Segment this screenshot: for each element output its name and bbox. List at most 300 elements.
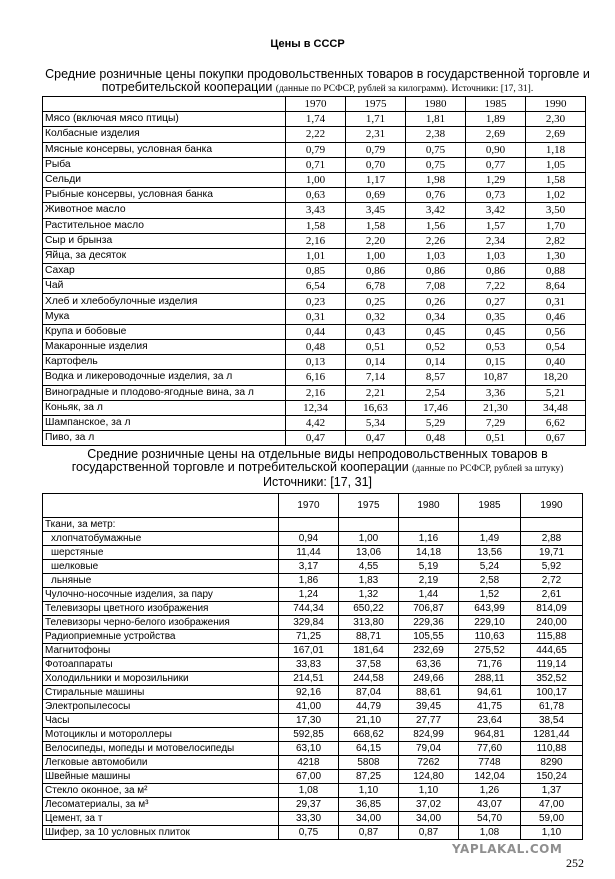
table-row <box>43 714 583 728</box>
price-cell: 2,21 <box>346 385 406 400</box>
price-cell: 0,67 <box>526 431 586 446</box>
table-row <box>43 233 586 248</box>
price-cell: 1,44 <box>399 588 459 602</box>
price-cell: 1,00 <box>339 532 399 546</box>
row-label: Мясные консервы, условная банка <box>43 142 286 157</box>
price-cell: 5,21 <box>526 385 586 400</box>
table1-note: (данные по РСФСР, рублей за килограмм). <box>275 84 449 94</box>
price-cell: 0,46 <box>526 309 586 324</box>
table-row <box>43 602 583 616</box>
price-cell: 288,11 <box>459 672 521 686</box>
price-cell: 63,10 <box>279 742 339 756</box>
table-row <box>43 127 586 142</box>
price-cell: 39,45 <box>399 700 459 714</box>
price-cell: 17,30 <box>279 714 339 728</box>
year-header: 1990 <box>521 494 583 518</box>
price-cell: 7262 <box>399 756 459 770</box>
watermark-logo: YAPLAKAL.COM <box>452 842 563 856</box>
price-cell: 0,51 <box>346 340 406 355</box>
price-cell: 0,13 <box>286 355 346 370</box>
table-row <box>43 385 586 400</box>
row-label: Фотоаппараты <box>43 658 279 672</box>
price-cell: 1,10 <box>399 784 459 798</box>
price-cell: 36,85 <box>339 798 399 812</box>
row-label: Чулочно-носочные изделия, за пару <box>43 588 279 602</box>
price-cell: 0,31 <box>286 309 346 324</box>
price-cell: 0,73 <box>466 188 526 203</box>
row-label: Коньяк, за л <box>43 400 286 415</box>
price-cell: 0,75 <box>406 142 466 157</box>
price-cell: 11,44 <box>279 546 339 560</box>
price-cell: 1,81 <box>406 112 466 127</box>
price-cell: 47,00 <box>521 798 583 812</box>
price-cell: 124,80 <box>399 770 459 784</box>
price-cell: 2,30 <box>526 112 586 127</box>
price-cell: 706,87 <box>399 602 459 616</box>
price-cell: 1,29 <box>466 172 526 187</box>
table-row <box>43 546 583 560</box>
table-row <box>43 157 586 172</box>
price-cell: 2,26 <box>406 233 466 248</box>
row-label: шелковые <box>43 560 279 574</box>
row-label: Легковые автомобили <box>43 756 279 770</box>
table-row <box>43 400 586 415</box>
price-cell: 1,56 <box>406 218 466 233</box>
price-cell: 0,86 <box>346 264 406 279</box>
price-cell: 0,31 <box>526 294 586 309</box>
price-cell: 2,22 <box>286 127 346 142</box>
row-label: Колбасные изделия <box>43 127 286 142</box>
price-cell: 54,70 <box>459 812 521 826</box>
price-cell: 814,09 <box>521 602 583 616</box>
table-row <box>43 218 586 233</box>
table-row <box>43 756 583 770</box>
row-label: Животное масло <box>43 203 286 218</box>
price-cell: 3,43 <box>286 203 346 218</box>
price-cell: 0,43 <box>346 324 406 339</box>
price-cell: 0,79 <box>346 142 406 157</box>
price-cell: 7,14 <box>346 370 406 385</box>
price-cell: 33,83 <box>279 658 339 672</box>
table-row <box>43 324 586 339</box>
price-cell: 67,00 <box>279 770 339 784</box>
price-cell: 0,45 <box>466 324 526 339</box>
price-cell: 229,36 <box>399 616 459 630</box>
price-cell: 2,34 <box>466 233 526 248</box>
row-label: Сельди <box>43 172 286 187</box>
price-cell: 1,00 <box>346 248 406 263</box>
price-cell: 2,69 <box>526 127 586 142</box>
table-row <box>43 784 583 798</box>
price-cell: 824,99 <box>399 728 459 742</box>
table-row <box>43 770 583 784</box>
price-cell: 29,37 <box>279 798 339 812</box>
price-cell: 1,32 <box>339 588 399 602</box>
price-cell: 1,01 <box>286 248 346 263</box>
price-cell: 329,84 <box>279 616 339 630</box>
price-cell: 21,30 <box>466 400 526 415</box>
price-cell: 17,46 <box>406 400 466 415</box>
price-cell: 275,52 <box>459 644 521 658</box>
price-cell: 0,63 <box>286 188 346 203</box>
price-cell: 77,60 <box>459 742 521 756</box>
price-cell: 5,29 <box>406 415 466 430</box>
table-row <box>43 203 586 218</box>
table-row <box>43 574 583 588</box>
table1-caption-block <box>40 68 595 96</box>
price-cell: 0,45 <box>406 324 466 339</box>
price-cell: 110,88 <box>521 742 583 756</box>
price-cell: 0,34 <box>406 309 466 324</box>
price-cell: 1,00 <box>286 172 346 187</box>
price-cell: 668,62 <box>339 728 399 742</box>
row-label: Цемент, за т <box>43 812 279 826</box>
price-cell: 2,54 <box>406 385 466 400</box>
price-cell: 167,01 <box>279 644 339 658</box>
price-cell: 59,00 <box>521 812 583 826</box>
price-cell: 63,36 <box>399 658 459 672</box>
price-cell: 87,04 <box>339 686 399 700</box>
price-cell: 41,75 <box>459 700 521 714</box>
table-row <box>43 279 586 294</box>
price-cell: 0,71 <box>286 157 346 172</box>
price-cell: 1,89 <box>466 112 526 127</box>
row-label: Виноградные и плодово-ягодные вина, за л <box>43 385 286 400</box>
price-cell: 64,15 <box>339 742 399 756</box>
price-cell: 7,22 <box>466 279 526 294</box>
price-cell: 1,03 <box>466 248 526 263</box>
price-cell: 1,02 <box>526 188 586 203</box>
price-cell: 13,56 <box>459 546 521 560</box>
price-cell: 3,42 <box>406 203 466 218</box>
price-cell: 650,22 <box>339 602 399 616</box>
year-header: 1975 <box>339 494 399 518</box>
price-cell: 1,52 <box>459 588 521 602</box>
year-header: 1970 <box>279 494 339 518</box>
price-cell: 181,64 <box>339 644 399 658</box>
page-number: 252 <box>566 856 584 870</box>
year-header: 1980 <box>406 97 466 112</box>
price-cell: 1,58 <box>346 218 406 233</box>
price-cell: 0,88 <box>526 264 586 279</box>
price-cell: 0,90 <box>466 142 526 157</box>
row-label: Велосипеды, мопеды и мотовелосипеды <box>43 742 279 756</box>
price-cell: 0,53 <box>466 340 526 355</box>
price-cell: 4218 <box>279 756 339 770</box>
price-cell: 41,00 <box>279 700 339 714</box>
price-cell: 214,51 <box>279 672 339 686</box>
price-cell: 7,08 <box>406 279 466 294</box>
price-cell: 1,10 <box>339 784 399 798</box>
price-cell: 964,81 <box>459 728 521 742</box>
price-cell: 0,47 <box>286 431 346 446</box>
year-header: 1970 <box>286 97 346 112</box>
price-cell: 2,58 <box>459 574 521 588</box>
price-cell: 1,16 <box>399 532 459 546</box>
table-row <box>43 658 583 672</box>
table-row <box>43 294 586 309</box>
table-row <box>43 700 583 714</box>
price-cell: 1,26 <box>459 784 521 798</box>
price-cell: 0,87 <box>399 826 459 840</box>
table-row <box>43 355 586 370</box>
year-header: 1985 <box>459 494 521 518</box>
price-cell: 2,72 <box>521 574 583 588</box>
price-cell: 2,88 <box>521 532 583 546</box>
price-cell <box>339 518 399 532</box>
price-cell: 7,29 <box>466 415 526 430</box>
table1-header-blank <box>43 97 286 112</box>
price-cell: 2,20 <box>346 233 406 248</box>
price-cell: 92,16 <box>279 686 339 700</box>
price-cell: 0,75 <box>406 157 466 172</box>
price-cell: 6,62 <box>526 415 586 430</box>
price-cell: 0,56 <box>526 324 586 339</box>
price-cell: 4,42 <box>286 415 346 430</box>
row-label: Лесоматериалы, за м³ <box>43 798 279 812</box>
table-row <box>43 188 586 203</box>
price-cell: 12,34 <box>286 400 346 415</box>
row-label: Рыба <box>43 157 286 172</box>
price-cell: 119,14 <box>521 658 583 672</box>
row-label: хлопчатобумажные <box>43 532 279 546</box>
table-row <box>43 798 583 812</box>
row-label: Шампанское, за л <box>43 415 286 430</box>
price-cell: 1,57 <box>466 218 526 233</box>
table2-header-blank <box>43 494 279 518</box>
price-cell: 0,15 <box>466 355 526 370</box>
row-label: Магнитофоны <box>43 644 279 658</box>
price-cell: 2,38 <box>406 127 466 142</box>
table1-header-row <box>43 97 586 112</box>
price-cell: 6,16 <box>286 370 346 385</box>
price-cell: 0,35 <box>466 309 526 324</box>
price-cell: 0,70 <box>346 157 406 172</box>
row-label: Часы <box>43 714 279 728</box>
price-cell: 3,45 <box>346 203 406 218</box>
table-row <box>43 340 586 355</box>
price-cell: 1,71 <box>346 112 406 127</box>
row-label: Телевизоры черно-белого изображения <box>43 616 279 630</box>
price-cell: 2,61 <box>521 588 583 602</box>
row-label: Макаронные изделия <box>43 340 286 355</box>
table2-header-row <box>43 494 583 518</box>
table-row <box>43 248 586 263</box>
table1-caption: Средние розничные цены покупки продовольственных товаров в государственной торговле и потребительской кооперации <box>45 67 590 94</box>
price-cell: 18,20 <box>526 370 586 385</box>
row-label: Радиоприемные устройства <box>43 630 279 644</box>
price-cell: 592,85 <box>279 728 339 742</box>
price-cell: 5808 <box>339 756 399 770</box>
table-row <box>43 686 583 700</box>
price-cell: 2,16 <box>286 233 346 248</box>
table-row <box>43 728 583 742</box>
row-label: Стекло оконное, за м² <box>43 784 279 798</box>
price-cell: 14,18 <box>399 546 459 560</box>
price-cell: 21,10 <box>339 714 399 728</box>
price-cell: 34,00 <box>399 812 459 826</box>
price-cell: 88,71 <box>339 630 399 644</box>
year-header: 1990 <box>526 97 586 112</box>
price-cell: 1,58 <box>526 172 586 187</box>
price-cell: 1,08 <box>279 784 339 798</box>
price-cell: 5,24 <box>459 560 521 574</box>
price-cell: 1,74 <box>286 112 346 127</box>
price-cell: 0,52 <box>406 340 466 355</box>
price-cell: 1,37 <box>521 784 583 798</box>
price-cell: 61,78 <box>521 700 583 714</box>
price-cell: 1,49 <box>459 532 521 546</box>
price-cell: 1,10 <box>521 826 583 840</box>
price-cell: 0,27 <box>466 294 526 309</box>
price-cell: 94,61 <box>459 686 521 700</box>
row-label: Шифер, за 10 условных плиток <box>43 826 279 840</box>
price-cell: 0,48 <box>286 340 346 355</box>
table-row <box>43 826 583 840</box>
price-cell: 1,24 <box>279 588 339 602</box>
price-cell: 444,65 <box>521 644 583 658</box>
row-label: шерстяные <box>43 546 279 560</box>
price-cell: 38,54 <box>521 714 583 728</box>
price-cell: 2,82 <box>526 233 586 248</box>
price-cell: 1,05 <box>526 157 586 172</box>
price-cell: 0,87 <box>339 826 399 840</box>
price-cell: 1,86 <box>279 574 339 588</box>
price-cell: 8,64 <box>526 279 586 294</box>
food-prices-table <box>42 96 586 446</box>
price-cell: 43,07 <box>459 798 521 812</box>
price-cell: 0,48 <box>406 431 466 446</box>
table-row <box>43 644 583 658</box>
price-cell: 3,17 <box>279 560 339 574</box>
row-label: Крупа и бобовые <box>43 324 286 339</box>
row-label: Холодильники и морозильники <box>43 672 279 686</box>
price-cell: 229,10 <box>459 616 521 630</box>
price-cell: 3,36 <box>466 385 526 400</box>
row-label: Чай <box>43 279 286 294</box>
table-row <box>43 431 586 446</box>
table-row <box>43 172 586 187</box>
price-cell: 3,50 <box>526 203 586 218</box>
row-label: Электропылесосы <box>43 700 279 714</box>
row-label: Яйца, за десяток <box>43 248 286 263</box>
nonfood-prices-table <box>42 493 583 840</box>
row-label: Телевизоры цветного изображения <box>43 602 279 616</box>
price-cell: 0,77 <box>466 157 526 172</box>
price-cell: 1,83 <box>339 574 399 588</box>
price-cell: 34,48 <box>526 400 586 415</box>
price-cell: 5,92 <box>521 560 583 574</box>
table-row <box>43 309 586 324</box>
price-cell: 0,76 <box>406 188 466 203</box>
price-cell: 0,40 <box>526 355 586 370</box>
row-label: Хлеб и хлебобулочные изделия <box>43 294 286 309</box>
price-cell: 19,71 <box>521 546 583 560</box>
table-row <box>43 616 583 630</box>
row-label: Мука <box>43 309 286 324</box>
price-cell: 0,23 <box>286 294 346 309</box>
table-row <box>43 370 586 385</box>
row-label: Картофель <box>43 355 286 370</box>
year-header: 1980 <box>399 494 459 518</box>
price-cell: 1,58 <box>286 218 346 233</box>
price-cell: 10,87 <box>466 370 526 385</box>
table-row <box>43 142 586 157</box>
row-label: Пиво, за л <box>43 431 286 446</box>
table2-caption-block <box>40 448 595 489</box>
price-cell: 249,66 <box>399 672 459 686</box>
year-header: 1975 <box>346 97 406 112</box>
price-cell: 1,30 <box>526 248 586 263</box>
page-title: Цены в СССР <box>270 38 345 50</box>
price-cell: 6,54 <box>286 279 346 294</box>
price-cell: 105,55 <box>399 630 459 644</box>
table-row <box>43 742 583 756</box>
price-cell: 115,88 <box>521 630 583 644</box>
price-cell: 23,64 <box>459 714 521 728</box>
price-cell: 88,61 <box>399 686 459 700</box>
price-cell: 8290 <box>521 756 583 770</box>
price-cell: 1,18 <box>526 142 586 157</box>
price-cell: 71,25 <box>279 630 339 644</box>
price-cell: 0,14 <box>346 355 406 370</box>
price-cell: 1281,44 <box>521 728 583 742</box>
price-cell: 244,58 <box>339 672 399 686</box>
table-row <box>43 518 583 532</box>
price-cell: 6,78 <box>346 279 406 294</box>
row-label: Стиральные машины <box>43 686 279 700</box>
row-label: Ткани, за метр: <box>43 518 279 532</box>
price-cell: 5,34 <box>346 415 406 430</box>
price-cell: 2,16 <box>286 385 346 400</box>
price-cell <box>399 518 459 532</box>
price-cell: 2,19 <box>399 574 459 588</box>
price-cell: 232,69 <box>399 644 459 658</box>
table2-caption: Средние розничные цены на отдельные виды непродовольственных товаров в государственной торговле и потребительской кооперации <box>71 447 548 474</box>
price-cell: 0,86 <box>406 264 466 279</box>
price-cell: 643,99 <box>459 602 521 616</box>
price-cell: 150,24 <box>521 770 583 784</box>
table-row <box>43 588 583 602</box>
price-cell: 0,14 <box>406 355 466 370</box>
price-cell: 1,70 <box>526 218 586 233</box>
price-cell: 27,77 <box>399 714 459 728</box>
price-cell: 5,19 <box>399 560 459 574</box>
price-cell: 100,17 <box>521 686 583 700</box>
price-cell: 1,98 <box>406 172 466 187</box>
price-cell: 79,04 <box>399 742 459 756</box>
row-label: Швейные машины <box>43 770 279 784</box>
table-row <box>43 560 583 574</box>
row-label: Водка и ликероводочные изделия, за л <box>43 370 286 385</box>
price-cell: 44,79 <box>339 700 399 714</box>
price-cell: 3,42 <box>466 203 526 218</box>
price-cell: 1,08 <box>459 826 521 840</box>
price-cell: 0,79 <box>286 142 346 157</box>
price-cell: 0,32 <box>346 309 406 324</box>
year-header: 1985 <box>466 97 526 112</box>
price-cell: 0,44 <box>286 324 346 339</box>
price-cell: 87,25 <box>339 770 399 784</box>
price-cell: 0,54 <box>526 340 586 355</box>
price-cell: 110,63 <box>459 630 521 644</box>
price-cell: 313,80 <box>339 616 399 630</box>
price-cell: 0,85 <box>286 264 346 279</box>
table-row <box>43 112 586 127</box>
price-cell: 2,31 <box>346 127 406 142</box>
price-cell: 0,51 <box>466 431 526 446</box>
price-cell: 71,76 <box>459 658 521 672</box>
